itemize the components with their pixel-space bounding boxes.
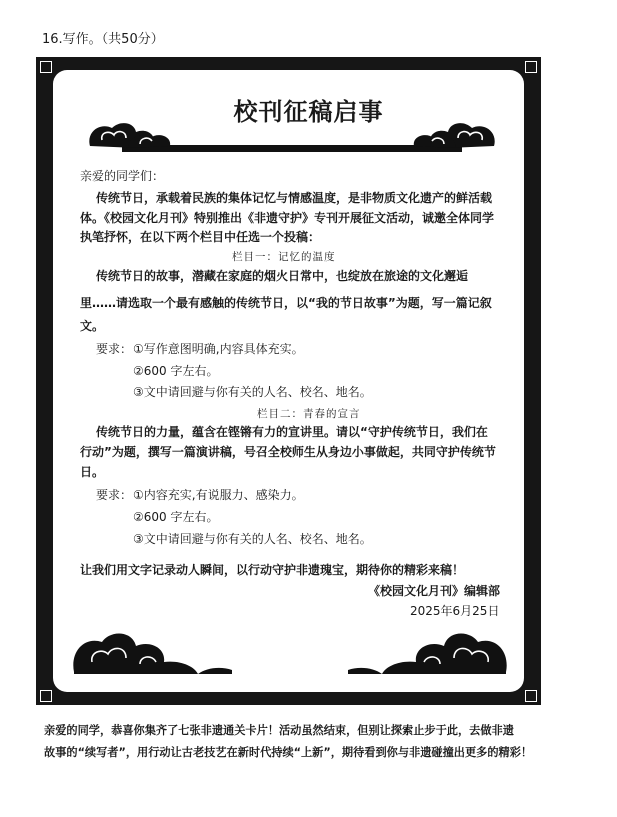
column2-req-1: ①内容充实,有说服力、感染力。 (133, 488, 304, 502)
column1-body-2: 里……请选取一个最有感触的传统节日，以“我的节日故事”为题，写一篇记叙 (80, 296, 492, 310)
slogan: 让我们用文字记录动人瞬间，以行动守护非遗瑰宝，期待你的精彩来稿！ (80, 563, 465, 577)
intro-line-2: 体。《校园文化月刊》特别推出《非遗守护》专刊开展征文活动，诚邀全体同学 (80, 211, 495, 225)
column2-body-2: 行动”为题，撰写一篇演讲稿，号召全校师生从身边小事做起，共同守护传统节 (80, 445, 496, 459)
poster-title: 校刊征稿启事 (233, 97, 384, 126)
column1-title: 栏目一：记忆的温度 (232, 251, 336, 263)
frame-corner-tr (525, 61, 537, 73)
cloud-ornament-bottom (70, 622, 510, 678)
column2-req-label: 要求： (96, 488, 133, 502)
frame-corner-br (525, 690, 537, 702)
frame-corner-tl (40, 61, 52, 73)
greeting: 亲爱的同学们： (80, 169, 165, 183)
frame-corner-bl (40, 690, 52, 702)
intro-line-1: 传统节日，承载着民族的集体记忆与情感温度，是非物质文化遗产的鲜活载 (96, 191, 493, 205)
column2-body-3: 日。 (80, 465, 105, 479)
intro-line-3: 执笔抒怀，在以下两个栏目中任选一个投稿： (80, 230, 321, 244)
column1-req-3: ③文中请回避与你有关的人名、校名、地名。 (133, 385, 372, 399)
column2-body-1: 传统节日的力量，蕴含在铿锵有力的宣讲里。请以“守护传统节日，我们在 (96, 425, 488, 439)
closing-line-1: 亲爱的同学，恭喜你集齐了七张非遗通关卡片！活动虽然结束，但别让探索止步于此，去做非遗 (44, 724, 514, 737)
column2-req-2: ②600 字左右。 (133, 510, 219, 524)
column2-title: 栏目二：青春的宣言 (257, 408, 361, 420)
column1-body-1: 传统节日的故事，潜藏在家庭的烟火日常中，也绽放在旅途的文化邂逅 (96, 269, 469, 283)
cloud-ornament-top (82, 118, 502, 162)
column2-req-3: ③文中请回避与你有关的人名、校名、地名。 (133, 532, 372, 546)
signature: 《校园文化月刊》编辑部 (368, 584, 501, 598)
column1-req-2: ②600 字左右。 (133, 364, 219, 378)
date: 2025年6月25日 (410, 604, 500, 618)
question-label: 16.写作。（共50分） (42, 32, 164, 47)
column1-body-3: 文。 (80, 319, 105, 333)
closing-line-2: 故事的“续写者”，用行动让古老技艺在新时代持续“上新”，期待看到你与非遗碰撞出更多的精彩！ (44, 746, 533, 759)
column1-req-1: ①写作意图明确,内容具体充实。 (133, 342, 304, 356)
column1-req-label: 要求： (96, 342, 133, 356)
